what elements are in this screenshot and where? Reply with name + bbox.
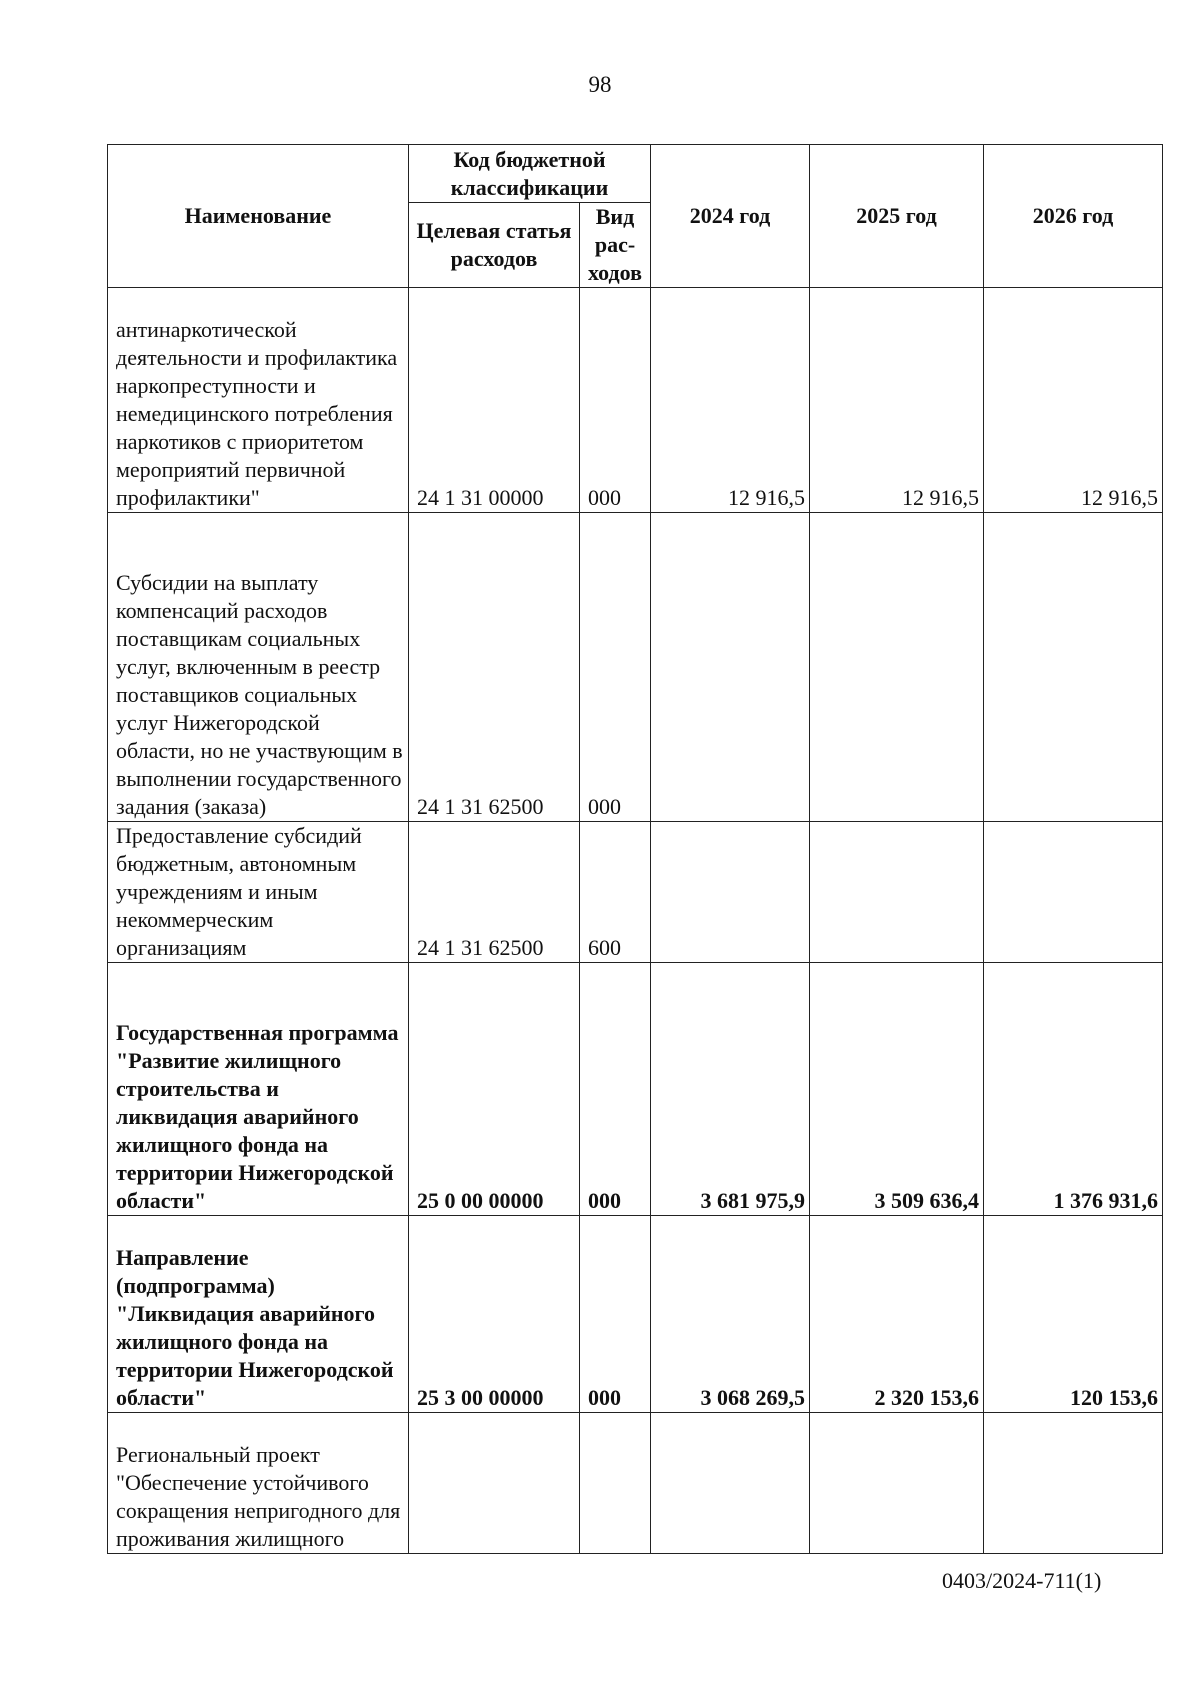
table-row: [108, 1216, 1163, 1413]
row-target-article: 25 0 00 00000: [409, 963, 580, 1216]
row-value-2026: [984, 822, 1163, 963]
header-name: Наименование: [108, 145, 409, 288]
row-name: Субсидии на выплату компенсаций расходов поставщикам социальных услуг, включенным в реестр поставщиков социальных услуг Нижегородской области, но не участвующим в выполнении государственного задания (заказа): [108, 513, 409, 822]
row-name: Направление (подпрограмма) "Ликвидация аварийного жилищного фонда на территории Нижегородской области": [108, 1216, 409, 1413]
header-year-2026: 2026 год: [984, 145, 1163, 288]
row-value-2025: 12 916,5: [810, 288, 984, 513]
header-target-article: Целевая статья расходов: [409, 203, 580, 288]
page-number: 98: [588, 72, 612, 97]
row-expense-type: [580, 1413, 651, 1554]
row-target-article: 24 1 31 00000: [409, 288, 580, 513]
table-row: [108, 963, 1163, 1216]
document-code: 0403/2024-711(1): [942, 1568, 1102, 1593]
row-value-2026: [984, 1413, 1163, 1554]
row-value-2025: 2 320 153,6: [810, 1216, 984, 1413]
row-value-2024: 3 681 975,9: [651, 963, 810, 1216]
row-value-2024: [651, 822, 810, 963]
header-expense-type: Вид рас-ходов: [580, 203, 651, 288]
table-row: [108, 1413, 1163, 1554]
row-expense-type: 000: [580, 288, 651, 513]
header-year-2024: 2024 год: [651, 145, 810, 288]
row-value-2024: [651, 513, 810, 822]
row-value-2025: [810, 822, 984, 963]
row-target-article: 24 1 31 62500: [409, 822, 580, 963]
row-name: Предоставление субсидий бюджетным, автономным учреждениям и иным некоммерческим организациям: [108, 822, 409, 963]
row-value-2025: [810, 1413, 984, 1554]
row-value-2026: 12 916,5: [984, 288, 1163, 513]
row-expense-type: 000: [580, 963, 651, 1216]
table-row: [108, 288, 1163, 513]
row-name: Государственная программа "Развитие жилищного строительства и ликвидация аварийного жилищного фонда на территории Нижегородской области": [108, 963, 409, 1216]
table-row: [108, 513, 1163, 822]
row-value-2024: [651, 1413, 810, 1554]
row-expense-type: 000: [580, 1216, 651, 1413]
row-value-2026: 1 376 931,6: [984, 963, 1163, 1216]
row-value-2024: 3 068 269,5: [651, 1216, 810, 1413]
row-name: Региональный проект "Обеспечение устойчивого сокращения непригодного для проживания жилищного: [108, 1413, 409, 1554]
row-target-article: [409, 1413, 580, 1554]
table-row: [108, 822, 1163, 963]
row-name: антинаркотической деятельности и профилактика наркопреступности и немедицинского потребления наркотиков с приоритетом мероприятий первичной профилактики": [108, 288, 409, 513]
row-value-2026: [984, 513, 1163, 822]
row-value-2025: 3 509 636,4: [810, 963, 984, 1216]
table-header: [108, 145, 1163, 288]
row-expense-type: 600: [580, 822, 651, 963]
row-target-article: 24 1 31 62500: [409, 513, 580, 822]
row-value-2026: 120 153,6: [984, 1216, 1163, 1413]
header-year-2025: 2025 год: [810, 145, 984, 288]
row-target-article: 25 3 00 00000: [409, 1216, 580, 1413]
row-value-2024: 12 916,5: [651, 288, 810, 513]
row-value-2025: [810, 513, 984, 822]
row-expense-type: 000: [580, 513, 651, 822]
budget-table: [107, 144, 1163, 1554]
header-budget-code: Код бюджетной классификации: [409, 145, 651, 203]
